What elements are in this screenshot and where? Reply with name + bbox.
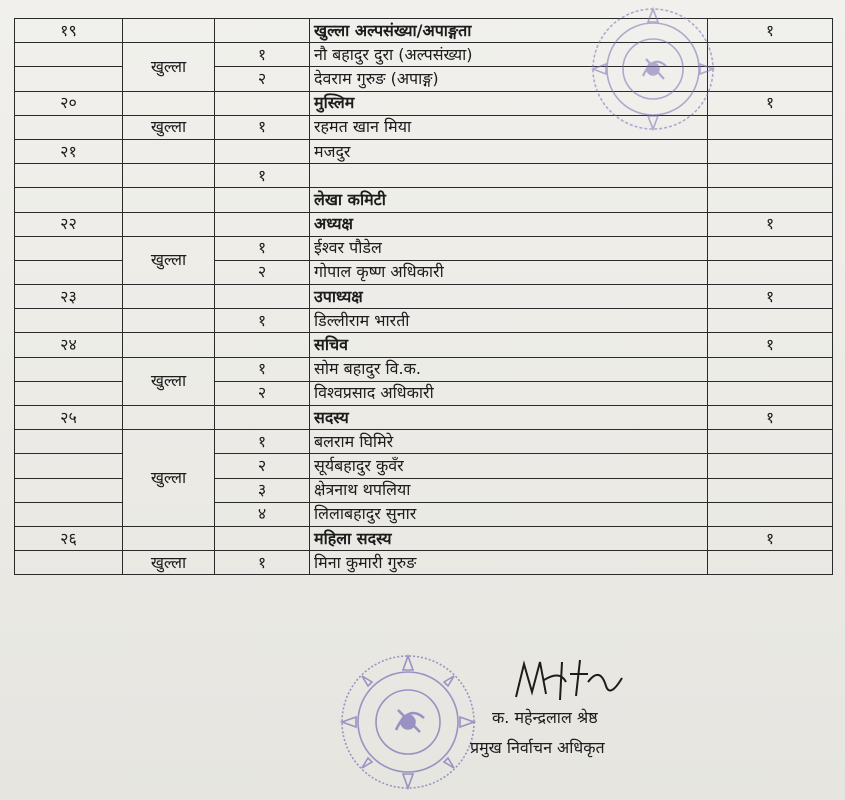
serial-cell: २२ — [15, 212, 123, 236]
index-cell — [215, 91, 310, 115]
count-cell — [708, 309, 833, 333]
officer-name: क. महेन्द्रलाल श्रेष्ठ — [492, 708, 598, 727]
serial-cell — [15, 430, 123, 454]
index-cell: २ — [215, 381, 310, 405]
name-cell: डिल्लीराम भारती — [310, 309, 708, 333]
serial-cell — [15, 478, 123, 502]
name-cell: सोम बहादुर वि.क. — [310, 357, 708, 381]
serial-cell — [15, 43, 123, 67]
name-cell — [310, 164, 708, 188]
name-cell: खुल्ला अल्पसंख्या/अपाङ्गता — [310, 19, 708, 43]
category-cell — [123, 309, 215, 333]
name-cell: मुस्लिम — [310, 91, 708, 115]
count-cell — [708, 115, 833, 139]
table-row — [15, 430, 833, 454]
category-cell — [123, 406, 215, 430]
count-cell — [708, 454, 833, 478]
name-cell: लिलाबहादुर सुनार — [310, 502, 708, 526]
index-cell: ३ — [215, 478, 310, 502]
serial-cell — [15, 454, 123, 478]
category-cell — [123, 285, 215, 309]
table-row — [15, 285, 833, 309]
category-cell: खुल्ला — [123, 430, 215, 527]
count-cell — [708, 260, 833, 284]
count-cell — [708, 236, 833, 260]
index-cell — [215, 212, 310, 236]
index-cell: २ — [215, 67, 310, 91]
serial-cell — [15, 188, 123, 212]
serial-cell: १९ — [15, 19, 123, 43]
index-cell: १ — [215, 309, 310, 333]
section-heading-cell: लेखा कमिटी — [310, 188, 708, 212]
category-cell: खुल्ला — [123, 357, 215, 405]
category-cell — [123, 139, 215, 163]
name-cell: देवराम गुरुङ (अपाङ्ग) — [310, 67, 708, 91]
count-cell — [708, 502, 833, 526]
name-cell: विश्वप्रसाद अधिकारी — [310, 381, 708, 405]
table-row — [15, 333, 833, 357]
serial-cell: २३ — [15, 285, 123, 309]
index-cell: २ — [215, 454, 310, 478]
name-cell: सचिव — [310, 333, 708, 357]
category-cell — [123, 333, 215, 357]
table-row — [15, 551, 833, 575]
serial-cell: २६ — [15, 526, 123, 550]
name-cell: नौ बहादुर दुरा (अल्पसंख्या) — [310, 43, 708, 67]
index-cell — [215, 406, 310, 430]
table-row — [15, 164, 833, 188]
table-row — [15, 406, 833, 430]
category-cell: खुल्ला — [123, 43, 215, 91]
index-cell — [215, 526, 310, 550]
index-cell: १ — [215, 430, 310, 454]
officer-title: प्रमुख निर्वाचन अधिकृत — [470, 738, 605, 757]
serial-cell: २० — [15, 91, 123, 115]
serial-cell: २५ — [15, 406, 123, 430]
count-cell — [708, 478, 833, 502]
count-cell — [708, 43, 833, 67]
index-cell: १ — [215, 115, 310, 139]
index-cell: १ — [215, 43, 310, 67]
category-cell: खुल्ला — [123, 236, 215, 284]
official-seal-stamp — [588, 4, 718, 134]
category-cell — [123, 212, 215, 236]
category-cell: खुल्ला — [123, 551, 215, 575]
name-cell: क्षेत्रनाथ थपलिया — [310, 478, 708, 502]
count-cell: १ — [708, 333, 833, 357]
count-cell — [708, 381, 833, 405]
index-cell: १ — [215, 357, 310, 381]
name-cell: अध्यक्ष — [310, 212, 708, 236]
count-cell — [708, 164, 833, 188]
name-cell: रहमत खान मिया — [310, 115, 708, 139]
serial-cell — [15, 502, 123, 526]
count-cell — [708, 67, 833, 91]
count-cell — [708, 551, 833, 575]
category-cell — [123, 91, 215, 115]
name-cell: मिना कुमारी गुरुङ — [310, 551, 708, 575]
index-cell: १ — [215, 551, 310, 575]
serial-cell — [15, 357, 123, 381]
category-cell — [123, 526, 215, 550]
table-row — [15, 212, 833, 236]
name-cell: सूर्यबहादुर कुवँर — [310, 454, 708, 478]
serial-cell — [15, 164, 123, 188]
count-cell: १ — [708, 212, 833, 236]
table-row — [15, 188, 833, 212]
official-seal-stamp — [338, 652, 478, 792]
name-cell: महिला सदस्य — [310, 526, 708, 550]
serial-cell: २१ — [15, 139, 123, 163]
name-cell: बलराम घिमिरे — [310, 430, 708, 454]
category-cell — [123, 19, 215, 43]
name-cell: सदस्य — [310, 406, 708, 430]
serial-cell — [15, 381, 123, 405]
index-cell: २ — [215, 260, 310, 284]
count-cell — [708, 430, 833, 454]
serial-cell — [15, 67, 123, 91]
name-cell: उपाध्यक्ष — [310, 285, 708, 309]
count-cell: १ — [708, 526, 833, 550]
index-cell: १ — [215, 236, 310, 260]
table-row — [15, 526, 833, 550]
serial-cell — [15, 551, 123, 575]
count-cell — [708, 139, 833, 163]
index-cell: १ — [215, 164, 310, 188]
index-cell — [215, 285, 310, 309]
table-row — [15, 139, 833, 163]
table-row — [15, 236, 833, 260]
count-cell: १ — [708, 91, 833, 115]
serial-cell — [15, 236, 123, 260]
index-cell — [215, 188, 310, 212]
table-row — [15, 357, 833, 381]
name-cell: मजदुर — [310, 139, 708, 163]
index-cell: ४ — [215, 502, 310, 526]
category-cell: खुल्ला — [123, 115, 215, 139]
count-cell: १ — [708, 19, 833, 43]
count-cell — [708, 357, 833, 381]
handwritten-signature — [510, 652, 630, 712]
signature-block — [470, 650, 710, 770]
table-row — [15, 309, 833, 333]
index-cell — [215, 333, 310, 357]
serial-cell — [15, 260, 123, 284]
category-cell — [123, 164, 215, 188]
index-cell — [215, 139, 310, 163]
serial-cell: २४ — [15, 333, 123, 357]
count-cell: १ — [708, 406, 833, 430]
serial-cell — [15, 309, 123, 333]
count-cell: १ — [708, 285, 833, 309]
name-cell: गोपाल कृष्ण अधिकारी — [310, 260, 708, 284]
index-cell — [215, 19, 310, 43]
count-cell — [708, 188, 833, 212]
category-cell — [123, 188, 215, 212]
serial-cell — [15, 115, 123, 139]
name-cell: ईश्वर पौडेल — [310, 236, 708, 260]
